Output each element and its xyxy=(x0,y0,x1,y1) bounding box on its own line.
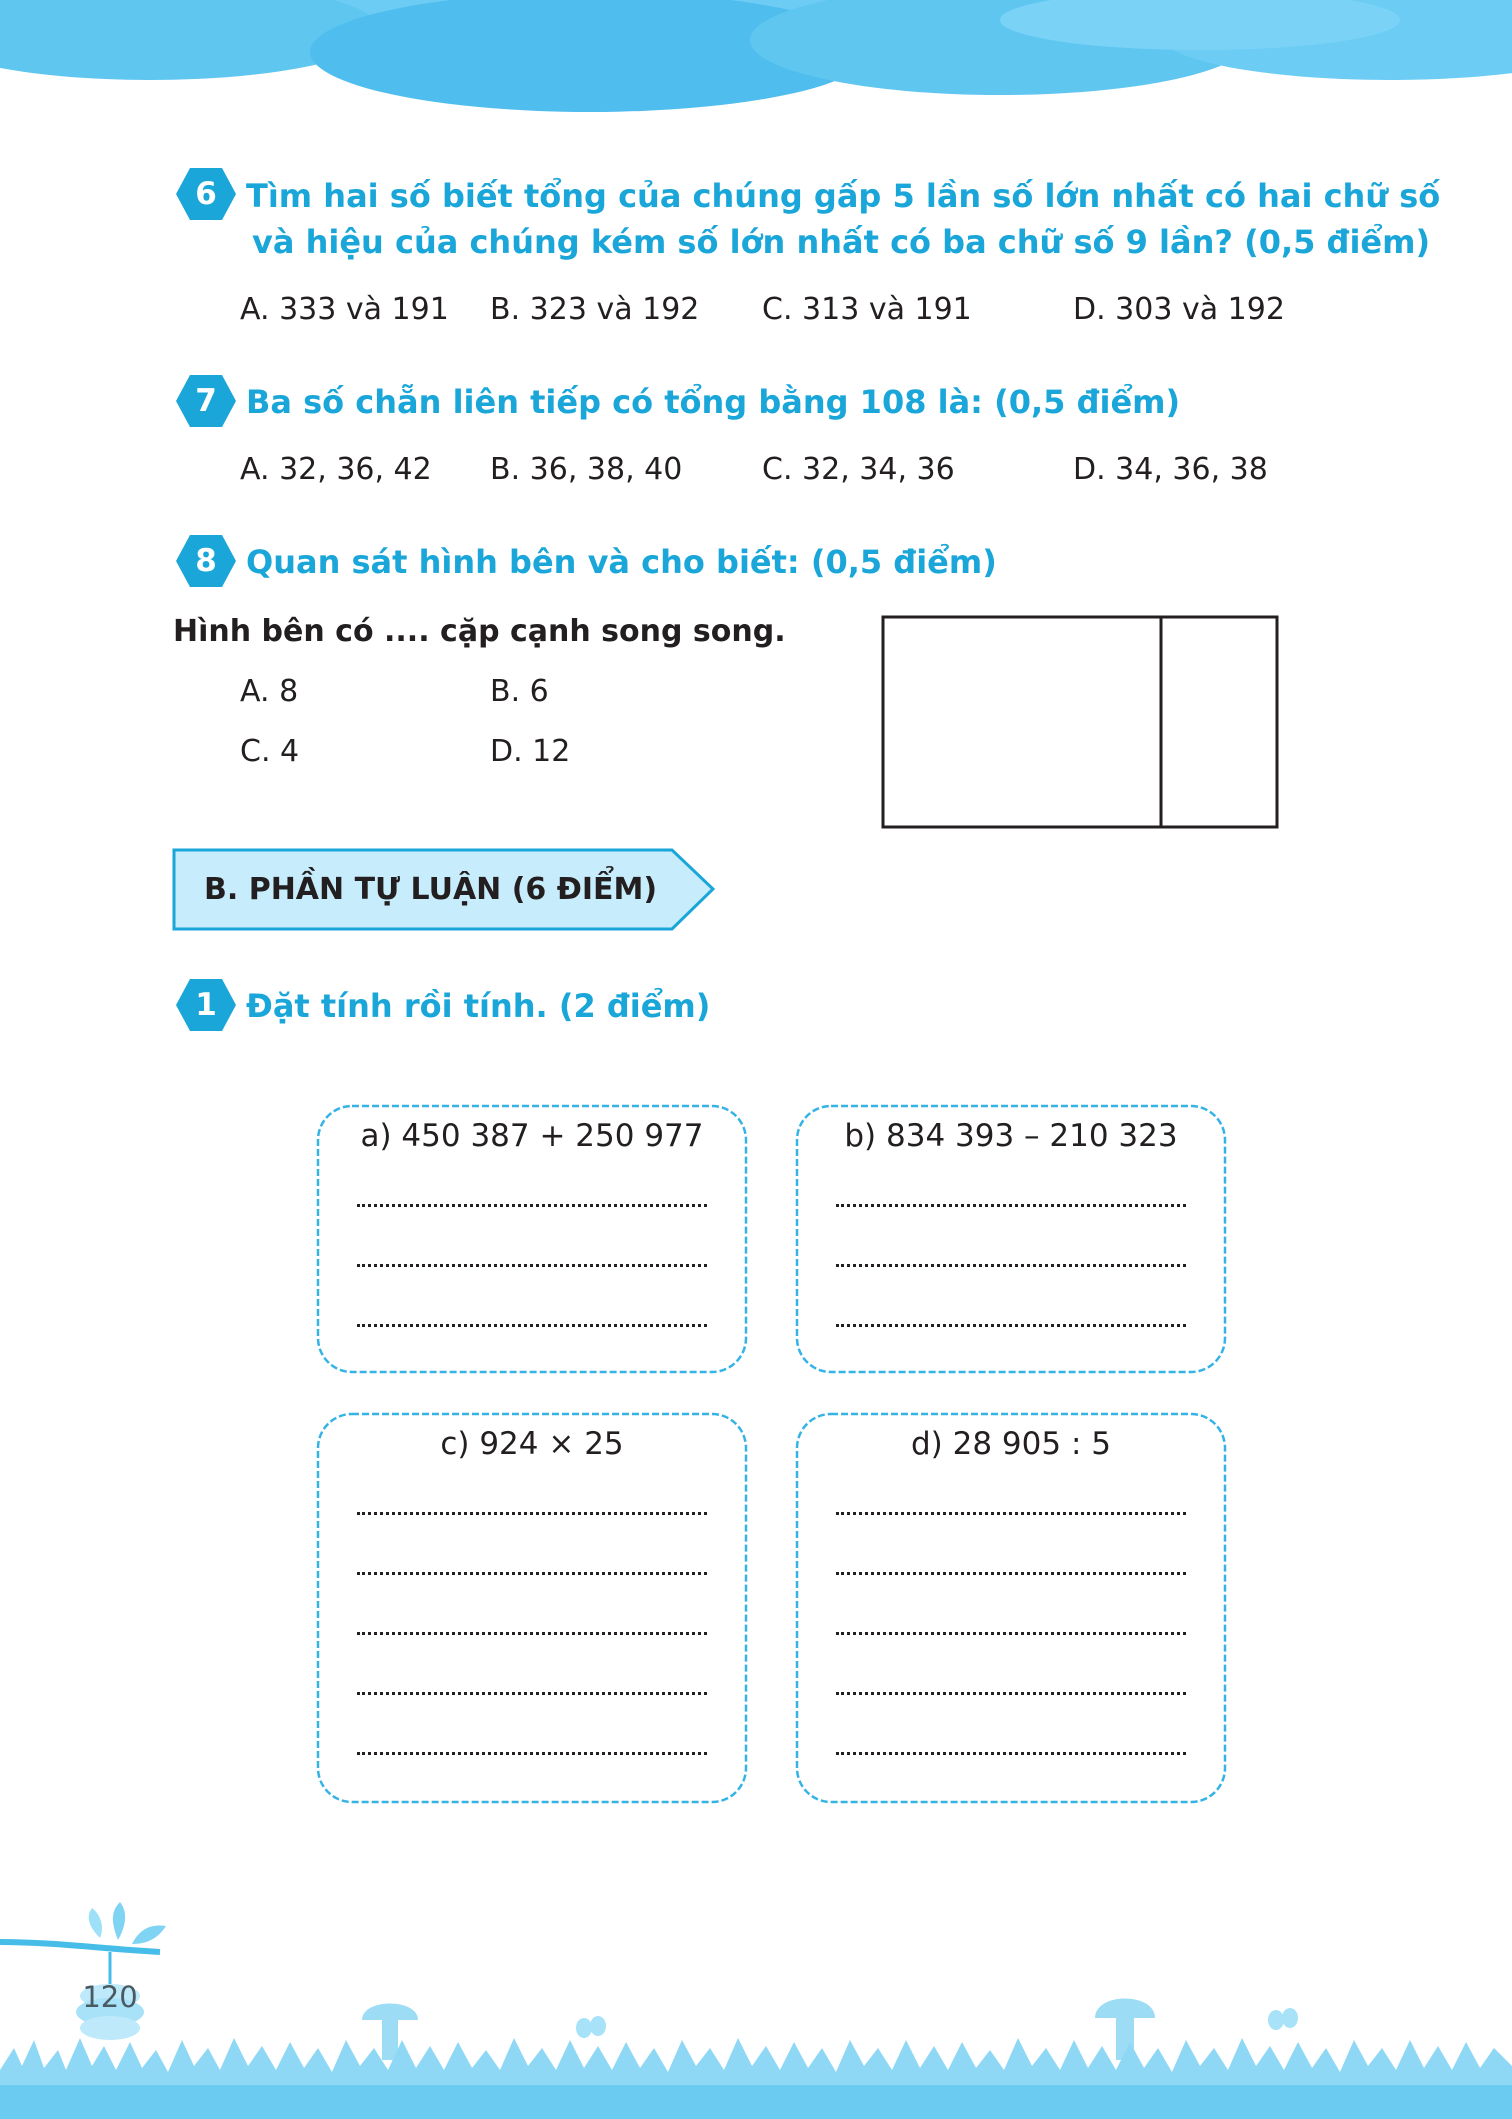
answer-line[interactable] xyxy=(357,1264,707,1267)
calculation-box-d xyxy=(791,1408,1231,1808)
answer-option-a[interactable]: A. 333 và 191 xyxy=(240,292,449,327)
calculation-label: d) 28 905 : 5 xyxy=(911,1426,1111,1462)
answer-option-b[interactable]: B. 6 xyxy=(490,674,549,709)
question-number: 1 xyxy=(195,987,217,1023)
calculation-label: c) 924 × 25 xyxy=(440,1426,624,1462)
question-title-continued: và hiệu của chúng kém số lớn nhất có ba chữ số 9 lần? (0,5 điểm) xyxy=(252,223,1431,261)
answer-option-b[interactable]: B. 323 và 192 xyxy=(490,292,700,327)
butterfly-icon xyxy=(576,2016,606,2038)
answer-option-d[interactable]: D. 12 xyxy=(490,734,571,769)
rectangle-figure xyxy=(880,614,1280,830)
question-number-badge xyxy=(174,977,238,1033)
butterfly-icon xyxy=(1268,2008,1298,2030)
calculation-box-b xyxy=(791,1100,1231,1378)
grass-border xyxy=(0,1880,1512,2119)
answer-line[interactable] xyxy=(836,1264,1186,1267)
question-title: Quan sát hình bên và cho biết: (0,5 điểm) xyxy=(246,543,997,581)
page-number: 120 xyxy=(82,1980,138,2014)
calculation-label: b) 834 393 – 210 323 xyxy=(844,1118,1178,1154)
section-b-banner xyxy=(172,848,717,931)
question-number: 6 xyxy=(195,176,217,212)
answer-line[interactable] xyxy=(836,1324,1186,1327)
answer-line[interactable] xyxy=(357,1572,707,1575)
calculation-box-a xyxy=(312,1100,752,1378)
question-number: 8 xyxy=(195,543,217,579)
question-number-badge xyxy=(174,166,238,222)
wavy-border xyxy=(791,1408,1231,1808)
answer-line[interactable] xyxy=(836,1752,1186,1755)
answer-line[interactable] xyxy=(836,1512,1186,1515)
answer-line[interactable] xyxy=(357,1632,707,1635)
answer-line[interactable] xyxy=(357,1752,707,1755)
answer-line[interactable] xyxy=(357,1512,707,1515)
question-title: Tìm hai số biết tổng của chúng gấp 5 lần số lớn nhất có hai chữ số xyxy=(246,177,1441,215)
wavy-border xyxy=(312,1408,752,1808)
answer-line[interactable] xyxy=(357,1692,707,1695)
question-number-badge xyxy=(174,373,238,429)
answer-option-b[interactable]: B. 36, 38, 40 xyxy=(490,452,683,487)
answer-line[interactable] xyxy=(357,1324,707,1327)
answer-option-a[interactable]: A. 8 xyxy=(240,674,299,709)
answer-option-d[interactable]: D. 303 và 192 xyxy=(1073,292,1285,327)
answer-option-c[interactable]: C. 4 xyxy=(240,734,300,769)
question-title: Đặt tính rồi tính. (2 điểm) xyxy=(246,987,711,1025)
answer-line[interactable] xyxy=(836,1632,1186,1635)
cloud-border xyxy=(0,0,1512,125)
question-statement: Hình bên có .... cặp cạnh song song. xyxy=(173,614,786,649)
section-title: B. PHẦN TỰ LUẬN (6 ĐIỂM) xyxy=(204,872,658,907)
answer-option-d[interactable]: D. 34, 36, 38 xyxy=(1073,452,1268,487)
answer-option-c[interactable]: C. 32, 34, 36 xyxy=(762,452,955,487)
answer-line[interactable] xyxy=(836,1204,1186,1207)
answer-line[interactable] xyxy=(836,1572,1186,1575)
calculation-label: a) 450 387 + 250 977 xyxy=(360,1118,704,1154)
question-number: 7 xyxy=(195,383,217,419)
answer-line[interactable] xyxy=(357,1204,707,1207)
question-title: Ba số chẵn liên tiếp có tổng bằng 108 là: (0,5 điểm) xyxy=(246,383,1181,421)
answer-option-c[interactable]: C. 313 và 191 xyxy=(762,292,972,327)
mushroom-icon xyxy=(362,2004,418,2061)
question-number-badge xyxy=(174,533,238,589)
answer-option-a[interactable]: A. 32, 36, 42 xyxy=(240,452,432,487)
calculation-box-c xyxy=(312,1408,752,1808)
answer-line[interactable] xyxy=(836,1692,1186,1695)
